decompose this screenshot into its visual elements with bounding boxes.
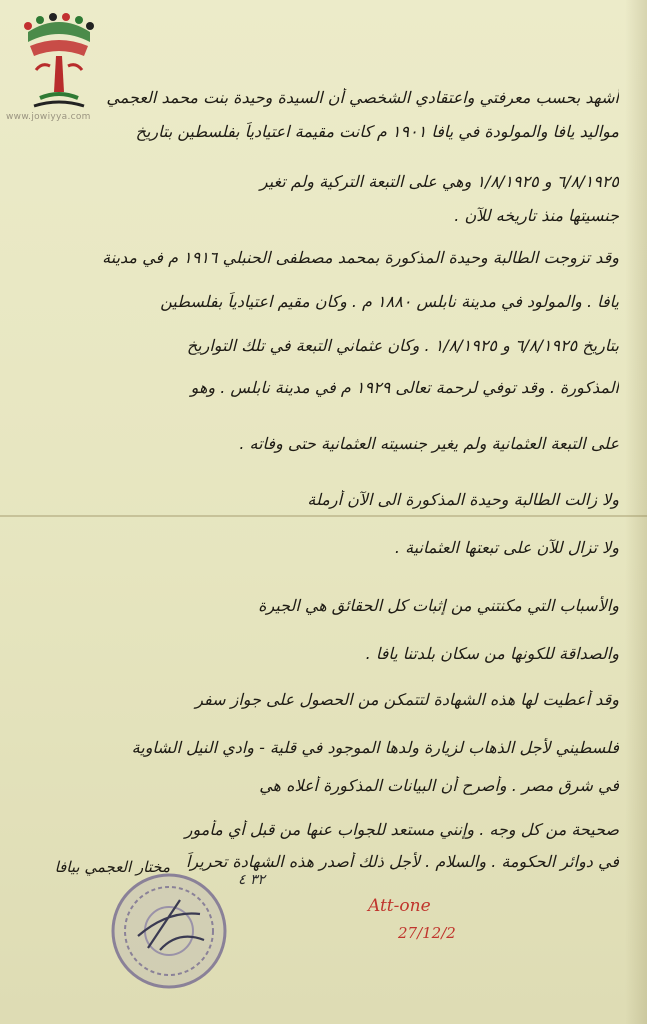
document-line: والأسباب التي مكنتني من إثبات كل الحقائق هي الجيرة bbox=[258, 596, 619, 615]
document-line: أشهد بحسب معرفتي واعتقادي الشخصي أن السيدة وحيدة بنت محمد العجمي bbox=[106, 88, 619, 107]
mukhtar-signature: مختار العجمي بيافا bbox=[54, 858, 170, 876]
official-seal-icon bbox=[108, 870, 230, 992]
document-line: يافا . والمولود في مدينة نابلس ١٨٨٠ م . وكان مقيم اعتيادياً بفلسطين bbox=[160, 292, 619, 311]
document-line: ولا زالت الطالبة وحيدة المذكورة الى الآن أرملة bbox=[307, 490, 619, 509]
document-line: وقد تزوجت الطالبة وحيدة المذكورة بمحمد مصطفى الحنبلي ١٩١٦ م في مدينة bbox=[102, 248, 619, 267]
page-edge-shadow bbox=[625, 0, 647, 1024]
paper-fold-line bbox=[0, 515, 647, 517]
document-line: المذكورة . وقد توفي لرحمة تعالى ١٩٢٩ م في مدينة نابلس . وهو bbox=[190, 378, 619, 397]
document-line: جنسيتها منذ تاريخه للآن . bbox=[454, 206, 619, 225]
handwritten-initials: ٣٢ ٤ bbox=[238, 872, 266, 888]
document-line: ولا تزال للآن على تبعتها العثمانية . bbox=[394, 538, 619, 557]
document-line: بتاريخ ٦/٨/١٩٢٥ و ١/٨/١٩٢٥ . وكان عثماني التبعة في تلك التواريخ bbox=[186, 336, 619, 355]
document-line: والصداقة للكونها من سكان بلدتنا يافا . bbox=[365, 644, 619, 663]
document-line: ٦/٨/١٩٢٥ و ١/٨/١٩٢٥ وهي على التبعة التركية ولم تغير bbox=[259, 172, 619, 191]
document-line: على التبعة العثمانية ولم يغير جنسيته العثمانية حتى وفاته . bbox=[239, 434, 619, 453]
document-line: مواليد يافا والمولودة في يافا ١٩٠١ م كانت مقيمة اعتيادياً بفلسطين بتاريخ bbox=[135, 122, 619, 141]
site-watermark: www.jowiyya.com bbox=[6, 112, 91, 122]
document-line: وقد أعطيت لها هذه الشهادة لتتمكن من الحصول على جواز سفر bbox=[195, 690, 619, 709]
document-line: فلسطيني لأجل الذهاب لزيارة ولدها الموجود في قلية - وادي النيل الشاوية bbox=[131, 738, 619, 757]
red-ink-date: 27/12/2 bbox=[398, 924, 456, 942]
red-ink-annotation: Att-one bbox=[368, 896, 431, 916]
document-line: في دوائر الحكومة . والسلام . لأجل ذلك أصدر هذه الشهادة تحريراً bbox=[185, 852, 619, 871]
document-line: في شرق مصر . وأصرح أن البيانات المذكورة أعلاه هي bbox=[259, 776, 619, 795]
document-line: صحيحة من كل وجه . وإنني مستعد للجواب عنها من قبل أي مأمور bbox=[184, 820, 619, 839]
